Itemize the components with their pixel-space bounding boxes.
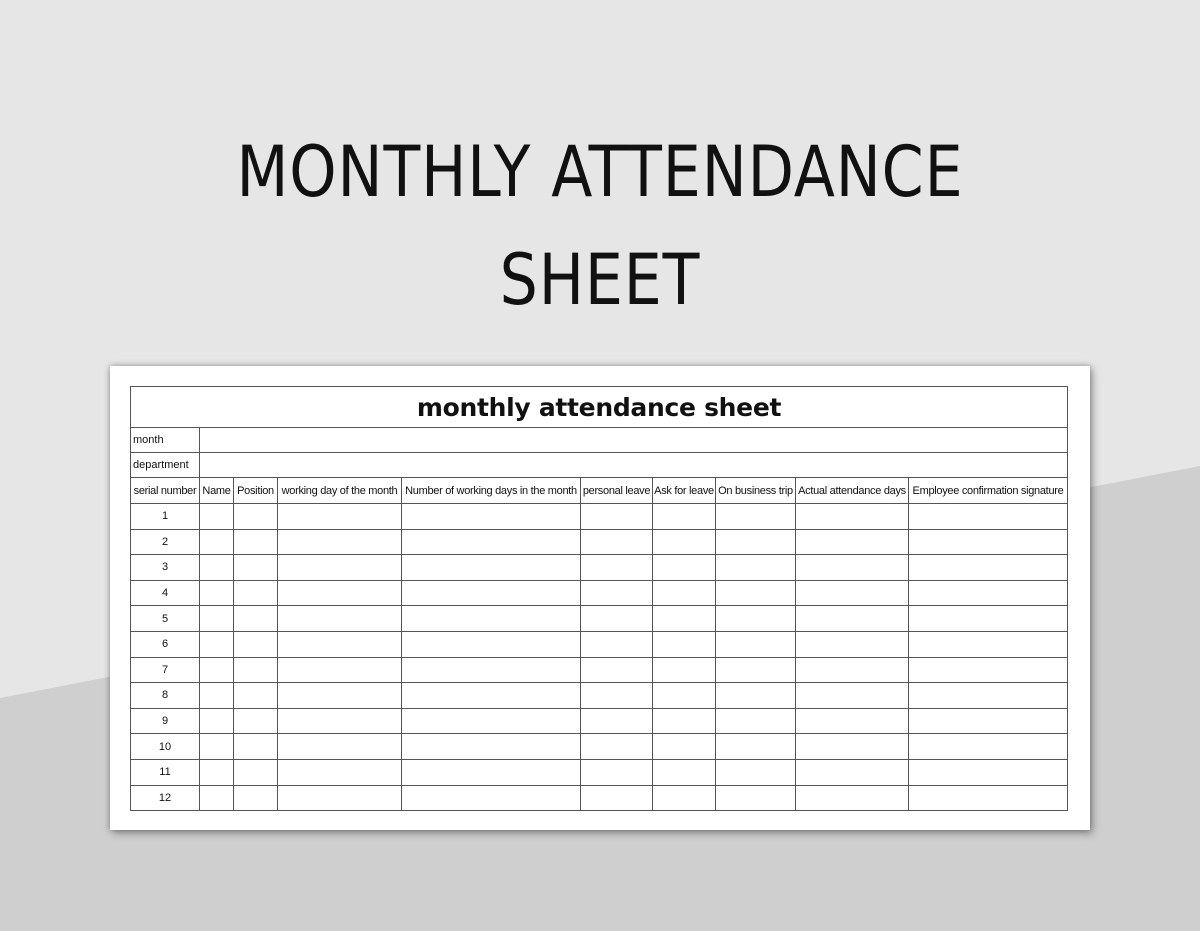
name-cell[interactable] — [200, 683, 234, 709]
serial-number-cell: 1 — [131, 504, 200, 530]
serial-number-cell: 12 — [131, 785, 200, 811]
personal-leave-cell[interactable] — [581, 785, 653, 811]
business-trip-cell[interactable] — [716, 734, 796, 760]
business-trip-cell[interactable] — [716, 759, 796, 785]
working-days-count-cell[interactable] — [402, 708, 581, 734]
position-cell[interactable] — [234, 504, 278, 530]
name-cell[interactable] — [200, 606, 234, 632]
serial-number-cell: 9 — [131, 708, 200, 734]
business-trip-cell[interactable] — [716, 785, 796, 811]
working-day-cell[interactable] — [278, 759, 402, 785]
business-trip-cell[interactable] — [716, 555, 796, 581]
actual-attendance-cell[interactable] — [796, 504, 909, 530]
department-label: department — [131, 453, 200, 478]
signature-cell[interactable] — [909, 606, 1068, 632]
signature-cell[interactable] — [909, 708, 1068, 734]
business-trip-cell[interactable] — [716, 606, 796, 632]
name-cell[interactable] — [200, 631, 234, 657]
business-trip-cell[interactable] — [716, 683, 796, 709]
col-header-signature: Employee confirmation signature — [909, 478, 1068, 504]
working-day-cell[interactable] — [278, 606, 402, 632]
actual-attendance-cell[interactable] — [796, 708, 909, 734]
business-trip-cell[interactable] — [716, 631, 796, 657]
signature-cell[interactable] — [909, 555, 1068, 581]
table-row — [131, 504, 1068, 530]
serial-number-cell: 11 — [131, 759, 200, 785]
personal-leave-cell[interactable] — [581, 708, 653, 734]
position-cell[interactable] — [234, 734, 278, 760]
personal-leave-cell[interactable] — [581, 504, 653, 530]
position-cell[interactable] — [234, 708, 278, 734]
signature-cell[interactable] — [909, 683, 1068, 709]
personal-leave-cell[interactable] — [581, 759, 653, 785]
serial-number-cell: 6 — [131, 631, 200, 657]
ask-for-leave-cell[interactable] — [653, 708, 716, 734]
business-trip-cell[interactable] — [716, 504, 796, 530]
page-heading — [84, 118, 1116, 334]
working-days-count-cell[interactable] — [402, 734, 581, 760]
month-field[interactable] — [200, 428, 1068, 453]
col-header-name: Name — [200, 478, 234, 504]
actual-attendance-cell[interactable] — [796, 555, 909, 581]
ask-for-leave-cell[interactable] — [653, 759, 716, 785]
signature-cell[interactable] — [909, 529, 1068, 555]
name-cell[interactable] — [200, 734, 234, 760]
actual-attendance-cell[interactable] — [796, 759, 909, 785]
serial-number-cell: 5 — [131, 606, 200, 632]
personal-leave-cell[interactable] — [581, 555, 653, 581]
position-cell[interactable] — [234, 606, 278, 632]
attendance-table — [130, 386, 1068, 811]
sheet-title: monthly attendance sheet — [131, 387, 1068, 428]
working-days-count-cell[interactable] — [402, 504, 581, 530]
name-cell[interactable] — [200, 759, 234, 785]
serial-number-cell: 3 — [131, 555, 200, 581]
col-header-position: Position — [234, 478, 278, 504]
working-days-count-cell[interactable] — [402, 555, 581, 581]
ask-for-leave-cell[interactable] — [653, 734, 716, 760]
ask-for-leave-cell[interactable] — [653, 580, 716, 606]
personal-leave-cell[interactable] — [581, 657, 653, 683]
working-day-cell[interactable] — [278, 555, 402, 581]
ask-for-leave-cell[interactable] — [653, 683, 716, 709]
col-header-actual-attendance: Actual attendance days — [796, 478, 909, 504]
position-cell[interactable] — [234, 759, 278, 785]
working-days-count-cell[interactable] — [402, 759, 581, 785]
name-cell[interactable] — [200, 529, 234, 555]
table-row — [131, 759, 1068, 785]
ask-for-leave-cell[interactable] — [653, 606, 716, 632]
name-cell[interactable] — [200, 657, 234, 683]
position-cell[interactable] — [234, 785, 278, 811]
working-days-count-cell[interactable] — [402, 606, 581, 632]
working-days-count-cell[interactable] — [402, 785, 581, 811]
business-trip-cell[interactable] — [716, 708, 796, 734]
personal-leave-cell[interactable] — [581, 631, 653, 657]
serial-number-cell: 4 — [131, 580, 200, 606]
ask-for-leave-cell[interactable] — [653, 631, 716, 657]
name-cell[interactable] — [200, 504, 234, 530]
personal-leave-cell[interactable] — [581, 683, 653, 709]
serial-number-cell: 8 — [131, 683, 200, 709]
position-cell[interactable] — [234, 580, 278, 606]
working-day-cell[interactable] — [278, 734, 402, 760]
signature-cell[interactable] — [909, 657, 1068, 683]
signature-cell[interactable] — [909, 631, 1068, 657]
department-field[interactable] — [200, 453, 1068, 478]
serial-number-cell: 7 — [131, 657, 200, 683]
name-cell[interactable] — [200, 580, 234, 606]
name-cell[interactable] — [200, 708, 234, 734]
working-day-cell[interactable] — [278, 504, 402, 530]
table-row — [131, 657, 1068, 683]
actual-attendance-cell[interactable] — [796, 580, 909, 606]
serial-number-cell: 10 — [131, 734, 200, 760]
working-days-count-cell[interactable] — [402, 580, 581, 606]
col-header-personal-leave: personal leave — [581, 478, 653, 504]
actual-attendance-cell[interactable] — [796, 683, 909, 709]
col-header-ask-for-leave: Ask for leave — [653, 478, 716, 504]
signature-cell[interactable] — [909, 580, 1068, 606]
working-day-cell[interactable] — [278, 529, 402, 555]
position-cell[interactable] — [234, 631, 278, 657]
working-day-cell[interactable] — [278, 683, 402, 709]
personal-leave-cell[interactable] — [581, 606, 653, 632]
ask-for-leave-cell[interactable] — [653, 504, 716, 530]
table-row — [131, 555, 1068, 581]
personal-leave-cell[interactable] — [581, 734, 653, 760]
name-cell[interactable] — [200, 555, 234, 581]
position-cell[interactable] — [234, 529, 278, 555]
personal-leave-cell[interactable] — [581, 580, 653, 606]
col-header-working-days-count: Number of working days in the month — [402, 478, 581, 504]
table-row — [131, 683, 1068, 709]
actual-attendance-cell[interactable] — [796, 529, 909, 555]
business-trip-cell[interactable] — [716, 657, 796, 683]
serial-number-cell: 2 — [131, 529, 200, 555]
working-days-count-cell[interactable] — [402, 529, 581, 555]
table-row — [131, 785, 1068, 811]
ask-for-leave-cell[interactable] — [653, 529, 716, 555]
working-days-count-cell[interactable] — [402, 657, 581, 683]
business-trip-cell[interactable] — [716, 529, 796, 555]
working-day-cell[interactable] — [278, 631, 402, 657]
table-row — [131, 606, 1068, 632]
table-row — [131, 529, 1068, 555]
actual-attendance-cell[interactable] — [796, 606, 909, 632]
working-days-count-cell[interactable] — [402, 683, 581, 709]
working-day-cell[interactable] — [278, 580, 402, 606]
table-row — [131, 580, 1068, 606]
actual-attendance-cell[interactable] — [796, 657, 909, 683]
table-row — [131, 708, 1068, 734]
actual-attendance-cell[interactable] — [796, 734, 909, 760]
position-cell[interactable] — [234, 657, 278, 683]
col-header-serial-number: serial number — [131, 478, 200, 504]
page-heading-line-2: SHEET — [499, 239, 701, 321]
position-cell[interactable] — [234, 683, 278, 709]
col-header-working-day: working day of the month — [278, 478, 402, 504]
signature-cell[interactable] — [909, 785, 1068, 811]
col-header-business-trip: On business trip — [716, 478, 796, 504]
sheet-preview-card — [110, 366, 1090, 830]
position-cell[interactable] — [234, 555, 278, 581]
working-days-count-cell[interactable] — [402, 631, 581, 657]
actual-attendance-cell[interactable] — [796, 785, 909, 811]
table-row — [131, 631, 1068, 657]
signature-cell[interactable] — [909, 759, 1068, 785]
signature-cell[interactable] — [909, 734, 1068, 760]
working-day-cell[interactable] — [278, 657, 402, 683]
ask-for-leave-cell[interactable] — [653, 555, 716, 581]
business-trip-cell[interactable] — [716, 580, 796, 606]
ask-for-leave-cell[interactable] — [653, 657, 716, 683]
ask-for-leave-cell[interactable] — [653, 785, 716, 811]
month-label: month — [131, 428, 200, 453]
working-day-cell[interactable] — [278, 708, 402, 734]
actual-attendance-cell[interactable] — [796, 631, 909, 657]
page-heading-line-1: MONTHLY ATTENDANCE — [236, 131, 964, 213]
personal-leave-cell[interactable] — [581, 529, 653, 555]
name-cell[interactable] — [200, 785, 234, 811]
column-header-row — [131, 478, 1068, 504]
working-day-cell[interactable] — [278, 785, 402, 811]
table-row — [131, 734, 1068, 760]
signature-cell[interactable] — [909, 504, 1068, 530]
